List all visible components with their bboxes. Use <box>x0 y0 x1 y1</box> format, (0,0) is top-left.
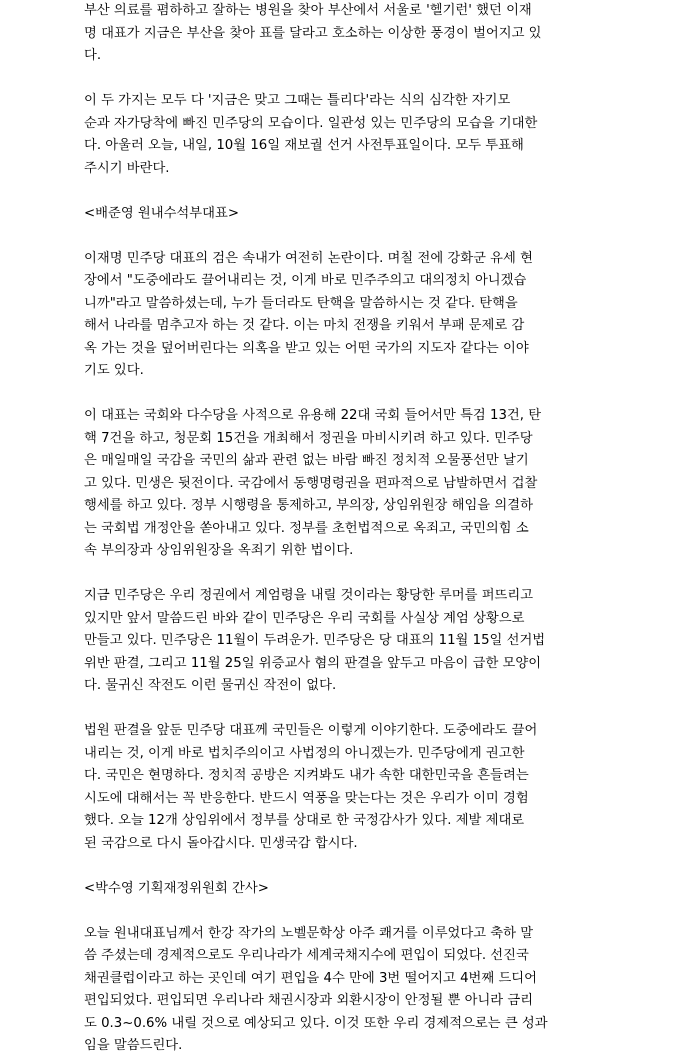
paragraph-gap <box>84 225 614 248</box>
text-line: 했다. 오늘 12개 상임위에서 정부를 상대로 한 국정감사가 있다. 제발 제대로 <box>84 813 525 828</box>
text-line: 만들고 있다. 민주당은 11월이 두려운가. 민주당은 당 대표의 11월 15일 선거법 <box>84 633 546 648</box>
text-line: 오늘 원내대표님께서 한강 작가의 노벨문학상 아주 쾌거를 이루었다고 축하 말 <box>84 925 534 941</box>
paragraph-gap <box>84 900 614 923</box>
text-line: 이재명 민주당 대표의 검은 속내가 여전히 논란이다. 며칠 전에 강화군 유세 현 <box>84 250 533 266</box>
text-line: 다. 국민은 현명하다. 정치적 공방은 지켜봐도 내가 속한 대한민국을 흔들려는 <box>84 768 529 783</box>
text-line: 법원 판결을 앞둔 민주당 대표께 국민들은 이렇게 이야기한다. 도중에라도 끌어 <box>84 723 538 738</box>
text-line: 기도 있다. <box>84 363 144 378</box>
text-line: 내리는 것, 이게 바로 법치주의이고 사법정의 아니겠는가. 민주당에게 권고한 <box>84 745 525 761</box>
text-line: 씀 주셨는데 경제적으로도 우리나라가 세계국채지수에 편입이 되었다. 선진국 <box>84 948 529 963</box>
text-line: 된 국감으로 다시 돌아갑시다. 민생국감 합시다. <box>84 835 358 851</box>
text-line: 다. 물귀신 작전도 이런 물귀신 작전이 없다. <box>84 678 337 693</box>
paragraph <box>84 923 614 1058</box>
text-line: 임을 말씀드린다. <box>84 1038 183 1053</box>
text-line: 해서 나라를 멈추고자 하는 것 같다. 이는 마치 전쟁을 키워서 부패 문제로 감 <box>84 318 525 333</box>
text-line: 편입되었다. 편입되면 우리나라 채권시장과 외환시장이 안정될 뿐 아니라 금리 <box>84 993 534 1008</box>
paragraph <box>84 248 614 383</box>
text-line: 명 대표가 지금은 부산을 찾아 표를 달라고 호소하는 이상한 풍경이 벌어지고 있 <box>84 25 542 41</box>
paragraph-gap <box>84 180 614 203</box>
paragraph-gap <box>84 68 614 91</box>
text-line: 지금 민주당은 우리 정권에서 계엄령을 내릴 것이라는 황당한 루머를 퍼뜨리고 <box>84 588 534 603</box>
text-line: 주시기 바란다. <box>84 160 170 176</box>
paragraph-gap <box>84 698 614 721</box>
text-line: 핵 7건을 하고, 청문회 15건을 개최해서 정권을 마비시키려 하고 있다. 민주당 <box>84 430 533 446</box>
text-line: 이 대표는 국회와 다수당을 사적으로 유용해 22대 국회 들어서만 특검 13건, 탄 <box>84 408 542 423</box>
text-line: 있지만 앞서 말씀드린 바와 같이 민주당은 우리 국회를 사실상 계엄 상황으로 <box>84 610 525 626</box>
text-line: 장에서 "도중에라도 끌어내리는 것, 이게 바로 민주주의고 대의정치 아니겠습 <box>84 273 527 288</box>
text-line: 다. 아울러 오늘, 내일, 10월 16일 재보궐 선거 사전투표일이다. 모두 투표해 <box>84 138 524 153</box>
text-line: 순과 자가당착에 빠진 민주당의 모습이다. 일관성 있는 민주당의 모습을 기대한 <box>84 115 538 131</box>
paragraph <box>84 585 614 698</box>
text-line: 은 매일매일 국감을 국민의 삶과 관련 없는 바람 빠진 정치적 오물풍선만 날기 <box>84 453 529 468</box>
document-page <box>84 0 614 1058</box>
speaker-heading: <배준영 원내수석부대표> <box>84 205 239 221</box>
text-line: 니까"라고 말씀하셨는데, 누가 들더라도 탄핵을 말씀하시는 것 같다. 탄핵을 <box>84 295 518 311</box>
paragraph-gap <box>84 563 614 586</box>
text-line: 이 두 가지는 모두 다 '지금은 맞고 그때는 틀리다'라는 식의 심각한 자기모 <box>84 93 511 108</box>
text-line: 위반 판결, 그리고 11월 25일 위증교사 혐의 판결을 앞두고 마음이 급한 모양이 <box>84 655 542 671</box>
text-line: 속 부의장과 상임위원장을 옥죄기 위한 법이다. <box>84 543 354 558</box>
text-line: 채권클럽이라고 하는 곳인데 여기 편입을 4수 만에 3번 떨어지고 4번째 드디어 <box>84 970 537 986</box>
speaker-heading: <박수영 기획재정위원회 간사> <box>84 880 269 896</box>
text-line: 시도에 대해서는 꼭 반응한다. 반드시 역풍을 맞는다는 것은 우리가 이미 경험 <box>84 790 529 806</box>
paragraph-gap <box>84 383 614 406</box>
text-line: 옥 가는 것을 덮어버린다는 의혹을 받고 있는 어떤 국가의 지도자 같다는 이야 <box>84 340 529 356</box>
text-line: 는 국회법 개정안을 쏟아내고 있다. 정부를 초헌법적으로 옥죄고, 국민의힘 소 <box>84 520 529 536</box>
text-line: 행세를 하고 있다. 정부 시행령을 통제하고, 부의장, 상임위원장 해임을 의결하 <box>84 498 533 513</box>
text-line: 고 있다. 민생은 뒷전이다. 국감에서 동행명령권을 편파적으로 남발하면서 겁찰 <box>84 475 538 491</box>
paragraph <box>84 405 614 563</box>
text-line: 부산 의료를 폄하하고 잘하는 병원을 찾아 부산에서 서울로 '헬기런' 했던 이재 <box>84 3 532 18</box>
paragraph <box>84 90 614 180</box>
paragraph <box>84 0 614 68</box>
paragraph-gap <box>84 855 614 878</box>
text-line: 도 0.3~0.6% 내릴 것으로 예상되고 있다. 이것 또한 우리 경제적으로는 큰 성과 <box>84 1015 548 1031</box>
text-line: 다. <box>84 48 102 63</box>
paragraph <box>84 720 614 855</box>
